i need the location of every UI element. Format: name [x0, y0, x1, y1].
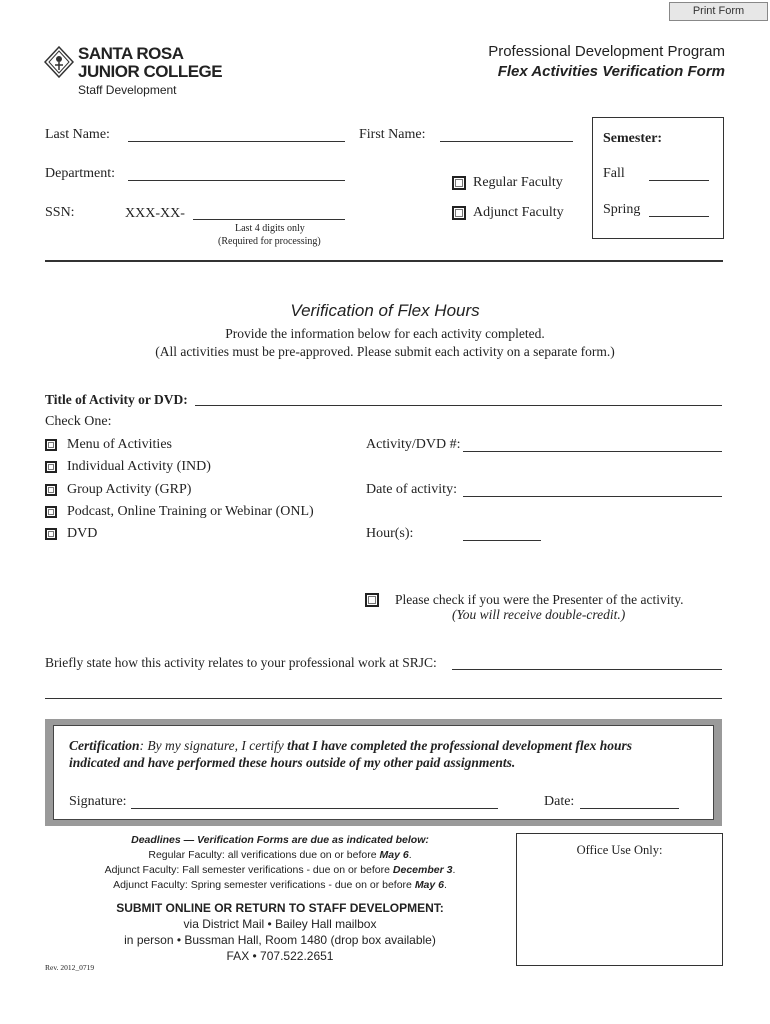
college-logo [44, 44, 223, 100]
spring-field[interactable] [649, 216, 709, 217]
cert-date-label: Date: [544, 794, 575, 809]
certification-text-c: indicated and have performed these hours outside of my other paid assignments. [69, 755, 516, 770]
department-label: Department: [45, 166, 115, 181]
ssn-prefix: XXX-XX- [125, 206, 185, 221]
spring-label: Spring [603, 202, 641, 217]
fall-label: Fall [603, 166, 625, 181]
semester-title: Semester: [603, 131, 663, 146]
submit-title: SUBMIT ONLINE OR RETURN TO STAFF DEVELOPMENT: [116, 901, 444, 915]
semester-box [592, 117, 724, 239]
check-one-label: Check One: [45, 414, 112, 429]
option-online-label: Podcast, Online Training or Webinar (ONL) [67, 504, 314, 519]
option-dvd-checkbox[interactable] [45, 528, 57, 540]
option-individual-checkbox[interactable] [45, 461, 57, 473]
activity-number-label: Activity/DVD #: [366, 437, 461, 452]
submit-line3: FAX • 707.522.2651 [226, 949, 334, 963]
ssn-note2: (Required for processing) [218, 236, 321, 247]
college-seal-icon [44, 46, 74, 78]
logo-line2: JUNIOR COLLEGE [78, 62, 223, 81]
certification-box [45, 719, 722, 826]
relates-label: Briefly state how this activity relates to your professional work at SRJC: [45, 655, 437, 670]
option-online-checkbox[interactable] [45, 506, 57, 518]
submit-line1: via District Mail • Bailey Hall mailbox [183, 917, 377, 931]
office-use-label: Office Use Only: [576, 843, 663, 857]
presenter-checkbox[interactable] [365, 593, 379, 607]
regular-faculty-checkbox[interactable] [452, 176, 466, 190]
signature-field[interactable] [131, 808, 498, 809]
ssn-note1: Last 4 digits only [235, 223, 305, 234]
last-name-label: Last Name: [45, 127, 110, 142]
verification-line1: Provide the information below for each activity completed. [225, 326, 545, 341]
first-name-label: First Name: [359, 127, 426, 142]
fall-field[interactable] [649, 180, 709, 181]
hours-field[interactable] [463, 540, 541, 541]
verification-line2: (All activities must be pre-approved. Please submit each activity on a separate form.) [155, 344, 615, 359]
program-title: Professional Development Program [488, 43, 725, 60]
activity-title-label: Title of Activity or DVD: [45, 392, 188, 407]
certification-text-a: : By my signature, I certify [139, 738, 288, 753]
certification-text [69, 737, 709, 771]
deadlines-section [60, 833, 500, 893]
last-name-field[interactable] [128, 141, 345, 142]
print-form-button[interactable]: Print Form [669, 2, 768, 21]
option-menu-label: Menu of Activities [67, 437, 172, 452]
presenter-line1: Please check if you were the Presenter of the activity. [395, 592, 684, 607]
activity-number-field[interactable] [463, 451, 722, 452]
submit-line2: in person • Bussman Hall, Room 1480 (drop box available) [124, 933, 436, 947]
option-dvd-label: DVD [67, 526, 98, 541]
relates-field-2[interactable] [45, 698, 722, 699]
certification-label: Certification [69, 738, 140, 753]
ssn-field[interactable] [193, 219, 345, 220]
option-individual-label: Individual Activity (IND) [67, 459, 211, 474]
certification-text-b: that I have completed the professional development flex hours [287, 738, 633, 753]
department-field[interactable] [128, 180, 345, 181]
adjunct-faculty-checkbox[interactable] [452, 206, 466, 220]
form-title: Flex Activities Verification Form [497, 63, 725, 80]
option-group-checkbox[interactable] [45, 484, 57, 496]
regular-faculty-label: Regular Faculty [473, 175, 563, 190]
adjunct-faculty-label: Adjunct Faculty [473, 205, 564, 220]
first-name-field[interactable] [440, 141, 573, 142]
office-use-box [516, 833, 723, 966]
hours-label: Hour(s): [366, 526, 414, 541]
revision-note: Rev. 2012_0719 [45, 963, 95, 972]
option-group-label: Group Activity (GRP) [67, 482, 192, 497]
submit-section [60, 900, 500, 964]
cert-date-field[interactable] [580, 808, 679, 809]
section-divider [45, 260, 723, 262]
deadline-adjunct-spring: Adjunct Faculty: Spring semester verifications - due on or before May 6. [113, 879, 447, 891]
verification-title: Verification of Flex Hours [290, 301, 480, 320]
signature-label: Signature: [69, 794, 127, 809]
deadline-adjunct-fall: Adjunct Faculty: Fall semester verifications - due on or before December 3. [104, 864, 456, 876]
presenter-line2: (You will receive double-credit.) [452, 607, 626, 622]
activity-date-field[interactable] [463, 496, 722, 497]
activity-date-label: Date of activity: [366, 482, 457, 497]
deadline-regular: Regular Faculty: all verifications due on or before May 6. [148, 849, 412, 861]
relates-field-1[interactable] [452, 669, 722, 670]
activity-title-field[interactable] [195, 405, 722, 406]
logo-line1: SANTA ROSA [78, 44, 184, 63]
deadlines-title: Deadlines — Verification Forms are due as indicated below: [131, 834, 429, 846]
ssn-label: SSN: [45, 205, 75, 220]
option-menu-checkbox[interactable] [45, 439, 57, 451]
logo-line3: Staff Development [78, 83, 177, 97]
